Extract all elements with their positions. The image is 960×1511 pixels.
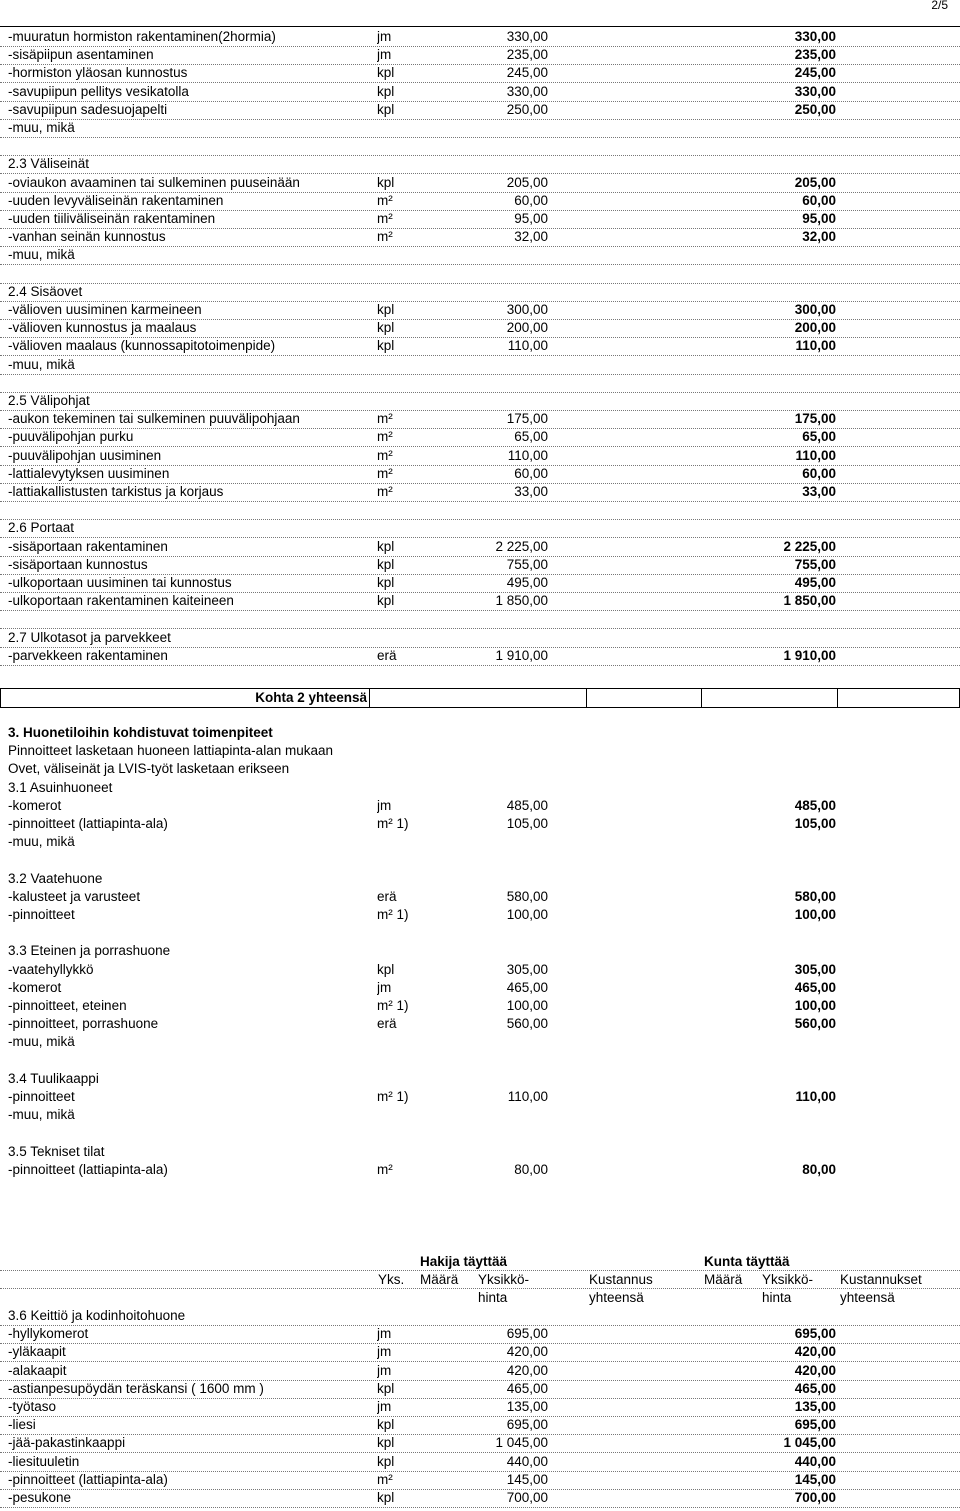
- applicant-unit-price: 145,00: [506, 1471, 548, 1487]
- item-description: -yläkaapit: [8, 1344, 66, 1360]
- item-unit: kpl: [377, 575, 395, 590]
- municipality-unit-price: 465,00: [794, 979, 836, 995]
- item-description: -ulkoportaan rakentaminen kaiteineen: [8, 593, 234, 609]
- item-unit: m² 1): [377, 907, 409, 922]
- item-unit: kpl: [377, 1380, 395, 1396]
- item-description: -savupiipun pellitys vesikatolla: [8, 83, 189, 99]
- applicant-unit-price: 300,00: [506, 302, 548, 317]
- table-row: [0, 301, 960, 320]
- header-price: hinta: [478, 1290, 508, 1305]
- item-unit: m² 1): [377, 1089, 409, 1104]
- item-description: -pinnoitteet: [8, 907, 75, 922]
- table-row: [0, 1343, 960, 1362]
- municipality-unit-price: 305,00: [794, 961, 836, 977]
- section-total-label: Kohta 2 yhteensä: [255, 690, 367, 705]
- municipality-unit-price: 105,00: [794, 816, 836, 831]
- item-unit: jm: [377, 1326, 392, 1342]
- item-description: -uuden levyväliseinän rakentaminen: [8, 192, 224, 208]
- header-price-2: hinta: [762, 1290, 792, 1305]
- total-cell-divider: [701, 689, 702, 707]
- table-row: [0, 319, 960, 338]
- item-unit: kpl: [377, 83, 395, 99]
- item-unit: kpl: [377, 338, 395, 354]
- item-unit: m²: [377, 192, 393, 208]
- item-description: -komerot: [8, 979, 62, 995]
- item-description: -pinnoitteet: [8, 1089, 75, 1104]
- item-description: -välioven kunnostus ja maalaus: [8, 320, 197, 336]
- item-description: 3.3 Eteinen ja porrashuone: [8, 943, 171, 959]
- section-total-row: [0, 688, 960, 708]
- applicant-unit-price: 695,00: [506, 1326, 548, 1342]
- item-description: -kalusteet ja varusteet: [8, 888, 141, 904]
- table-row: [0, 265, 960, 284]
- table-row: [0, 83, 960, 102]
- table-row: [0, 410, 960, 429]
- table-row: [0, 192, 960, 211]
- applicant-unit-price: 755,00: [506, 556, 548, 572]
- item-unit: m²: [377, 429, 393, 445]
- applicant-unit-price: 32,00: [514, 229, 548, 245]
- header-municipality-fills: Kunta täyttää: [704, 1254, 790, 1269]
- table-row: [0, 46, 960, 65]
- table-row: [0, 797, 960, 815]
- item-description: -muu, mikä: [8, 120, 75, 135]
- total-cell-divider: [586, 689, 587, 707]
- applicant-unit-price: 495,00: [506, 575, 548, 590]
- applicant-unit-price: 110,00: [507, 338, 548, 354]
- table-row: [0, 374, 960, 393]
- municipality-unit-price: 330,00: [794, 83, 836, 99]
- item-unit: kpl: [377, 961, 395, 977]
- table-row: [0, 228, 960, 247]
- header-applicant-fills: Hakija täyttää: [420, 1254, 508, 1269]
- header-total-2: yhteensä: [840, 1290, 895, 1305]
- municipality-unit-price: 60,00: [802, 192, 836, 208]
- table-row: [0, 283, 960, 302]
- table-row: [0, 815, 960, 833]
- item-description: -pinnoitteet (lattiapinta-ala): [8, 1161, 168, 1177]
- applicant-unit-price: 440,00: [506, 1453, 548, 1469]
- item-description: 3. Huonetiloihin kohdistuvat toimenpiteet: [8, 725, 273, 740]
- applicant-unit-price: 420,00: [506, 1344, 548, 1360]
- applicant-unit-price: 700,00: [506, 1490, 548, 1505]
- table-row: [0, 942, 960, 960]
- item-description: -sisäportaan kunnostus: [8, 556, 148, 572]
- item-unit: m²: [377, 211, 393, 226]
- column-header-group: [0, 1253, 960, 1271]
- item-unit: kpl: [377, 1490, 395, 1505]
- table-row: [0, 1307, 960, 1326]
- municipality-unit-price: 145,00: [794, 1471, 836, 1487]
- applicant-unit-price: 95,00: [514, 211, 548, 226]
- table-row: [0, 1362, 960, 1381]
- header-quantity-2: Määrä: [704, 1272, 743, 1287]
- municipality-unit-price: 1 850,00: [783, 593, 836, 609]
- item-unit: kpl: [377, 538, 395, 554]
- table-row: [0, 924, 960, 942]
- item-description: -astianpesupöydän teräskansi ( 1600 mm ): [8, 1380, 264, 1396]
- applicant-unit-price: 80,00: [514, 1161, 548, 1177]
- row-divider: [0, 1270, 960, 1271]
- header-unit-price-2: Yksikkö-: [762, 1272, 814, 1287]
- table-row: [0, 760, 960, 778]
- table-row: [0, 155, 960, 174]
- municipality-unit-price: 110,00: [795, 1089, 836, 1104]
- item-description: -uuden tiiliväliseinän rakentaminen: [8, 211, 216, 226]
- applicant-unit-price: 235,00: [506, 47, 548, 63]
- municipality-unit-price: 200,00: [794, 320, 836, 336]
- item-unit: kpl: [377, 65, 395, 81]
- table-row: [0, 888, 960, 906]
- municipality-unit-price: 135,00: [794, 1399, 836, 1414]
- applicant-unit-price: 420,00: [506, 1362, 548, 1378]
- item-description: 2.3 Väliseinät: [8, 156, 90, 172]
- item-description: -muuratun hormiston rakentaminen(2hormia): [8, 29, 276, 44]
- item-description: 2.5 Välipohjat: [8, 393, 90, 408]
- item-description: 3.4 Tuulikaappi: [8, 1070, 99, 1086]
- municipality-unit-price: 495,00: [794, 575, 836, 590]
- item-description: -muu, mikä: [8, 1107, 75, 1123]
- table-row: [0, 28, 960, 47]
- item-description: 2.6 Portaat: [8, 520, 75, 536]
- applicant-unit-price: 485,00: [506, 797, 548, 813]
- item-description: -savupiipun sadesuojapelti: [8, 101, 168, 117]
- item-description: -oviaukon avaaminen tai sulkeminen puuseinään: [8, 174, 300, 190]
- table-row: [0, 1434, 960, 1453]
- municipality-unit-price: 80,00: [802, 1161, 836, 1177]
- item-description: -liesi: [8, 1417, 36, 1433]
- municipality-unit-price: 100,00: [794, 907, 836, 922]
- item-unit: jm: [377, 1362, 392, 1378]
- table-row: [0, 1088, 960, 1106]
- applicant-unit-price: 250,00: [506, 101, 548, 117]
- table-row: [0, 610, 960, 629]
- item-description: -liesituuletin: [8, 1453, 80, 1469]
- municipality-unit-price: 465,00: [794, 1380, 836, 1396]
- item-unit: jm: [377, 797, 392, 813]
- item-unit: kpl: [377, 556, 395, 572]
- item-unit: kpl: [377, 101, 395, 117]
- item-unit: m²: [377, 1471, 393, 1487]
- table-row: [0, 210, 960, 229]
- item-description: [8, 137, 366, 155]
- page-number: 2/5: [931, 0, 948, 12]
- item-unit: m²: [377, 447, 393, 463]
- municipality-unit-price: 95,00: [802, 211, 836, 226]
- item-unit: kpl: [377, 593, 395, 609]
- item-description: [8, 1124, 366, 1142]
- table-row: [0, 961, 960, 979]
- applicant-unit-price: 110,00: [507, 447, 548, 463]
- item-description: -lattiakallistusten tarkistus ja korjaus: [8, 484, 224, 499]
- item-description: -hyllykomerot: [8, 1326, 89, 1342]
- municipality-unit-price: 32,00: [802, 229, 836, 245]
- applicant-unit-price: 60,00: [514, 465, 548, 481]
- municipality-unit-price: 330,00: [794, 29, 836, 44]
- table-row: [0, 1015, 960, 1033]
- table-row: [0, 1143, 960, 1161]
- table-row: [0, 647, 960, 666]
- header-costs-2: Kustannukset: [840, 1272, 922, 1287]
- item-description: -muu, mikä: [8, 356, 75, 372]
- table-row: [0, 174, 960, 193]
- applicant-unit-price: 65,00: [514, 429, 548, 445]
- item-description: -pinnoitteet, eteinen: [8, 998, 127, 1013]
- table-row: [0, 592, 960, 611]
- item-unit: kpl: [377, 174, 395, 190]
- applicant-unit-price: 245,00: [506, 65, 548, 81]
- total-cell-divider: [837, 689, 838, 707]
- item-description: -aukon tekeminen tai sulkeminen puuvälipohjaan: [8, 411, 300, 427]
- table-row: [0, 629, 960, 648]
- item-description: [8, 501, 366, 519]
- table-row: [0, 519, 960, 538]
- item-description: [8, 265, 366, 283]
- table-row: [0, 574, 960, 593]
- municipality-unit-price: 235,00: [794, 47, 836, 63]
- item-description: -työtaso: [8, 1399, 57, 1414]
- applicant-unit-price: 330,00: [506, 29, 548, 44]
- item-description: -hormiston yläosan kunnostus: [8, 65, 188, 81]
- item-description: -pinnoitteet (lattiapinta-ala): [8, 816, 168, 831]
- row-divider: [0, 1288, 960, 1289]
- table-row: [0, 724, 960, 742]
- applicant-unit-price: 100,00: [506, 907, 548, 922]
- municipality-unit-price: 2 225,00: [783, 538, 836, 554]
- municipality-unit-price: 695,00: [794, 1326, 836, 1342]
- table-row: [0, 851, 960, 869]
- item-description: 3.6 Keittiö ja kodinhoitohuone: [8, 1308, 186, 1323]
- item-description: -puuvälipohjan uusiminen: [8, 447, 162, 463]
- municipality-unit-price: 580,00: [794, 888, 836, 904]
- table-row: [0, 742, 960, 760]
- item-description: -lattialevytyksen uusiminen: [8, 465, 170, 481]
- item-description: 3.1 Asuinhuoneet: [8, 779, 113, 795]
- applicant-unit-price: 465,00: [506, 979, 548, 995]
- table-row: [0, 1070, 960, 1088]
- municipality-unit-price: 1 910,00: [783, 647, 836, 663]
- item-unit: m²: [377, 411, 393, 427]
- table-row: [0, 979, 960, 997]
- item-description: -muu, mikä: [8, 1034, 75, 1050]
- table-row: [0, 1380, 960, 1399]
- item-unit: m²: [377, 1161, 393, 1177]
- item-description: 3.5 Tekniset tilat: [8, 1143, 105, 1159]
- table-row: [0, 64, 960, 83]
- table-row: [0, 119, 960, 138]
- item-description: -välioven uusiminen karmeineen: [8, 302, 202, 317]
- municipality-unit-price: 245,00: [794, 65, 836, 81]
- municipality-unit-price: 420,00: [794, 1344, 836, 1360]
- municipality-unit-price: 33,00: [802, 484, 836, 499]
- item-unit: m²: [377, 229, 393, 245]
- item-description: -välioven maalaus (kunnossapitotoimenpide): [8, 338, 276, 354]
- item-unit: jm: [377, 979, 392, 995]
- table-row: [0, 779, 960, 797]
- item-description: -muu, mikä: [8, 834, 75, 850]
- column-header-row: [0, 1271, 960, 1289]
- municipality-unit-price: 485,00: [794, 797, 836, 813]
- item-description: -sisäpiipun asentaminen: [8, 47, 154, 63]
- table-row: [0, 556, 960, 575]
- item-unit: kpl: [377, 1435, 395, 1451]
- municipality-unit-price: 695,00: [794, 1417, 836, 1433]
- applicant-unit-price: 205,00: [506, 174, 548, 190]
- table-row: [0, 997, 960, 1015]
- item-description: -pinnoitteet (lattiapinta-ala): [8, 1471, 168, 1487]
- table-row: [0, 447, 960, 466]
- applicant-unit-price: 2 225,00: [495, 538, 548, 554]
- item-description: 2.4 Sisäovet: [8, 283, 83, 299]
- item-description: -ulkoportaan uusiminen tai kunnostus: [8, 575, 232, 590]
- table-row: [0, 392, 960, 411]
- header-unit-price: Yksikkö-: [478, 1272, 530, 1287]
- table-row: [0, 1106, 960, 1124]
- municipality-unit-price: 175,00: [794, 411, 836, 427]
- item-unit: m² 1): [377, 998, 409, 1013]
- item-unit: jm: [377, 1344, 392, 1360]
- applicant-unit-price: 330,00: [506, 83, 548, 99]
- applicant-unit-price: 200,00: [506, 320, 548, 336]
- item-unit: jm: [377, 47, 392, 63]
- table-row: [0, 137, 960, 156]
- table-row: [0, 1489, 960, 1508]
- municipality-unit-price: 250,00: [794, 101, 836, 117]
- item-unit: jm: [377, 29, 392, 44]
- applicant-unit-price: 1 850,00: [495, 593, 548, 609]
- applicant-unit-price: 175,00: [506, 411, 548, 427]
- table-row: [0, 870, 960, 888]
- item-unit: m²: [377, 484, 393, 499]
- header-unit: Yks.: [378, 1272, 405, 1287]
- item-unit: kpl: [377, 302, 395, 317]
- applicant-unit-price: 105,00: [506, 816, 548, 831]
- table-row: [0, 246, 960, 265]
- item-description: -puuvälipohjan purku: [8, 429, 134, 445]
- item-unit: erä: [377, 647, 397, 663]
- applicant-unit-price: 580,00: [506, 888, 548, 904]
- item-description: [8, 374, 366, 392]
- item-description: -alakaapit: [8, 1362, 67, 1378]
- item-description: -pinnoitteet, porrashuone: [8, 1016, 159, 1032]
- item-description: 3.2 Vaatehuone: [8, 870, 103, 886]
- table-row: [0, 1453, 960, 1472]
- municipality-unit-price: 755,00: [794, 556, 836, 572]
- applicant-unit-price: 135,00: [506, 1399, 548, 1414]
- item-unit: erä: [377, 1016, 397, 1032]
- applicant-unit-price: 1 910,00: [495, 647, 548, 663]
- table-row: [0, 1325, 960, 1344]
- header-quantity: Määrä: [420, 1272, 459, 1287]
- applicant-unit-price: 100,00: [506, 998, 548, 1013]
- municipality-unit-price: 100,00: [794, 998, 836, 1013]
- header-total: yhteensä: [589, 1290, 644, 1305]
- applicant-unit-price: 110,00: [507, 1089, 548, 1104]
- item-description: 2.7 Ulkotasot ja parvekkeet: [8, 629, 171, 645]
- table-row: [0, 906, 960, 924]
- municipality-unit-price: 560,00: [794, 1016, 836, 1032]
- item-description: Pinnoitteet lasketaan huoneen lattiapinta-alan mukaan: [8, 743, 333, 759]
- municipality-unit-price: 205,00: [794, 174, 836, 190]
- table-row: [0, 833, 960, 851]
- item-description: -komerot: [8, 797, 62, 813]
- table-row: [0, 337, 960, 356]
- table-row: [0, 1124, 960, 1142]
- municipality-unit-price: 60,00: [802, 465, 836, 481]
- column-header-row: [0, 1289, 960, 1307]
- applicant-unit-price: 560,00: [506, 1016, 548, 1032]
- table-row: [0, 538, 960, 557]
- item-description: -muu, mikä: [8, 247, 75, 263]
- item-description: -vaatehyllykkö: [8, 961, 94, 977]
- municipality-unit-price: 700,00: [794, 1490, 836, 1505]
- table-row: [0, 356, 960, 375]
- item-description: -vanhan seinän kunnostus: [8, 229, 166, 245]
- municipality-unit-price: 420,00: [794, 1362, 836, 1378]
- applicant-unit-price: 305,00: [506, 961, 548, 977]
- applicant-unit-price: 1 045,00: [495, 1435, 548, 1451]
- municipality-unit-price: 300,00: [794, 302, 836, 317]
- item-unit: kpl: [377, 320, 395, 336]
- item-description: [8, 1052, 366, 1070]
- item-unit: kpl: [377, 1453, 395, 1469]
- municipality-unit-price: 440,00: [794, 1453, 836, 1469]
- item-description: Ovet, väliseinät ja LVIS-työt lasketaan erikseen: [8, 761, 290, 777]
- item-description: [8, 851, 366, 869]
- table-row: [0, 1052, 960, 1070]
- municipality-unit-price: 1 045,00: [783, 1435, 836, 1451]
- applicant-unit-price: 465,00: [506, 1380, 548, 1396]
- item-description: [8, 610, 366, 628]
- item-description: -parvekkeen rakentaminen: [8, 647, 168, 663]
- table-row: [0, 101, 960, 120]
- table-row: [0, 1398, 960, 1417]
- item-unit: erä: [377, 888, 397, 904]
- item-unit: kpl: [377, 1417, 395, 1433]
- item-unit: m² 1): [377, 816, 409, 831]
- item-description: -jää-pakastinkaappi: [8, 1435, 126, 1451]
- table-row: [0, 1161, 960, 1179]
- table-row: [0, 483, 960, 502]
- total-cell-divider: [369, 689, 370, 707]
- table-row: [0, 428, 960, 447]
- item-unit: jm: [377, 1399, 392, 1414]
- applicant-unit-price: 60,00: [514, 192, 548, 208]
- header-cost: Kustannus: [589, 1272, 653, 1287]
- table-row: [0, 1416, 960, 1435]
- item-unit: m²: [377, 465, 393, 481]
- municipality-unit-price: 110,00: [795, 447, 836, 463]
- applicant-unit-price: 33,00: [514, 484, 548, 499]
- item-description: [8, 924, 366, 942]
- table-row: [0, 465, 960, 484]
- item-description: -pesukone: [8, 1490, 72, 1505]
- municipality-unit-price: 65,00: [802, 429, 836, 445]
- table-row: [0, 501, 960, 520]
- applicant-unit-price: 695,00: [506, 1417, 548, 1433]
- item-description: -sisäportaan rakentaminen: [8, 538, 168, 554]
- municipality-unit-price: 110,00: [795, 338, 836, 354]
- table-row: [0, 1033, 960, 1051]
- table-row: [0, 1471, 960, 1490]
